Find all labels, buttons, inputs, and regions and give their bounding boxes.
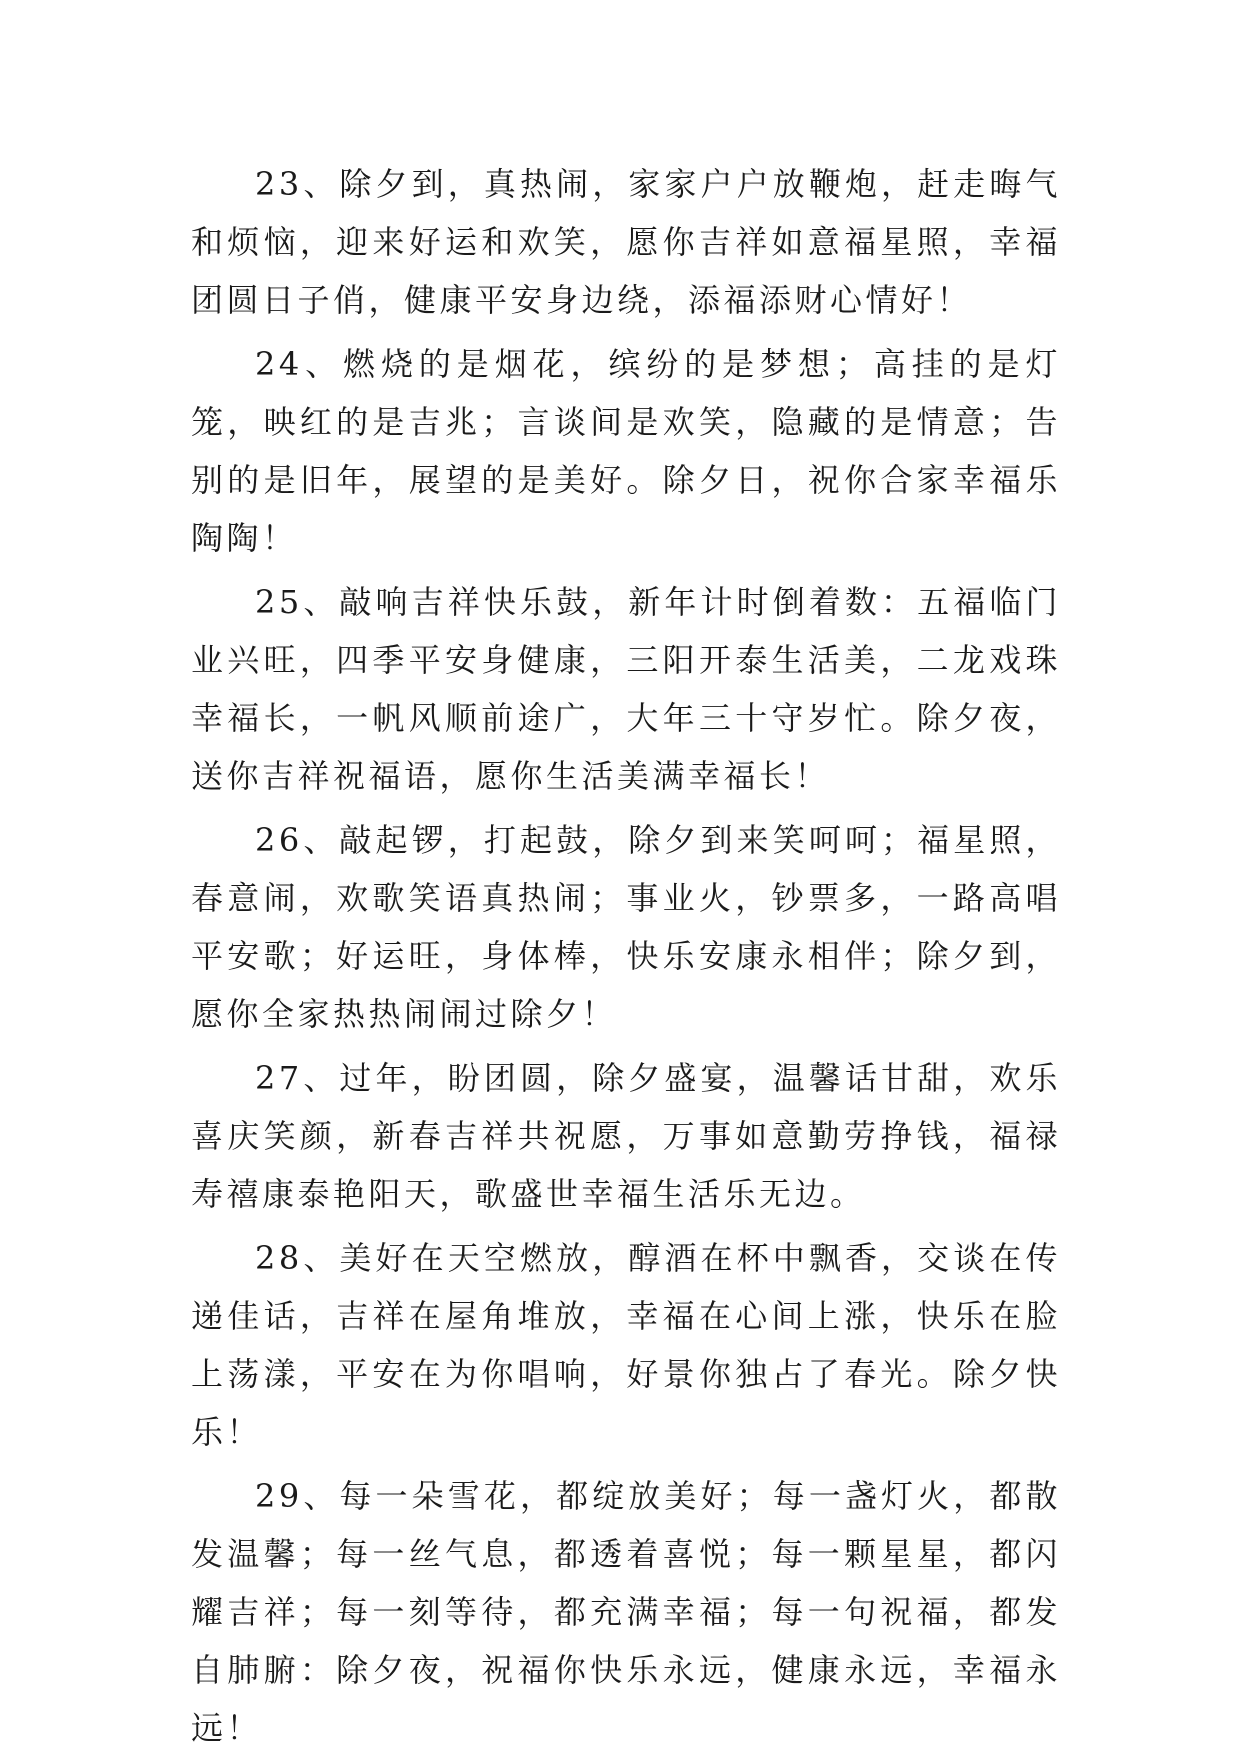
paragraph-23: 23、除夕到，真热闹，家家户户放鞭炮，赶走晦气和烦恼，迎来好运和欢笑，愿你吉祥如意福星照，幸福团圆日子俏，健康平安身边绕，添福添财心情好！ [191,165,1061,319]
paragraph-26: 26、敲起锣，打起鼓，除夕到来笑呵呵；福星照，春意闹，欢歌笑语真热闹；事业火，钞票多，一路高唱平安歌；好运旺，身体棒，快乐安康永相伴；除夕到，愿你全家热热闹闹过除夕！ [191,821,1061,1033]
paragraph-25: 25、敲响吉祥快乐鼓，新年计时倒着数：五福临门业兴旺，四季平安身健康，三阳开泰生活美，二龙戏珠幸福长，一帆风顺前途广，大年三十守岁忙。除夕夜，送你吉祥祝福语，愿你生活美满幸福长！ [191,583,1061,795]
paragraph-28: 28、美好在天空燃放，醇酒在杯中飘香，交谈在传递佳话，吉祥在屋角堆放，幸福在心间上涨，快乐在脸上荡漾，平安在为你唱响，好景你独占了春光。除夕快乐！ [191,1239,1061,1451]
document-body [191,155,1061,1763]
paragraph-27: 27、过年，盼团圆，除夕盛宴，温馨话甘甜，欢乐喜庆笑颜，新春吉祥共祝愿，万事如意勤劳挣钱，福禄寿禧康泰艳阳天，歌盛世幸福生活乐无边。 [191,1059,1061,1213]
paragraph-29: 29、每一朵雪花，都绽放美好；每一盏灯火，都散发温馨；每一丝气息，都透着喜悦；每一颗星星，都闪耀吉祥；每一刻等待，都充满幸福；每一句祝福，都发自肺腑：除夕夜，祝福你快乐永远，健康永远，幸福永远！ [191,1477,1061,1747]
paragraph-24: 24、燃烧的是烟花，缤纷的是梦想；高挂的是灯笼，映红的是吉兆；言谈间是欢笑，隐藏的是情意；告别的是旧年，展望的是美好。除夕日，祝你合家幸福乐陶陶！ [191,345,1061,557]
